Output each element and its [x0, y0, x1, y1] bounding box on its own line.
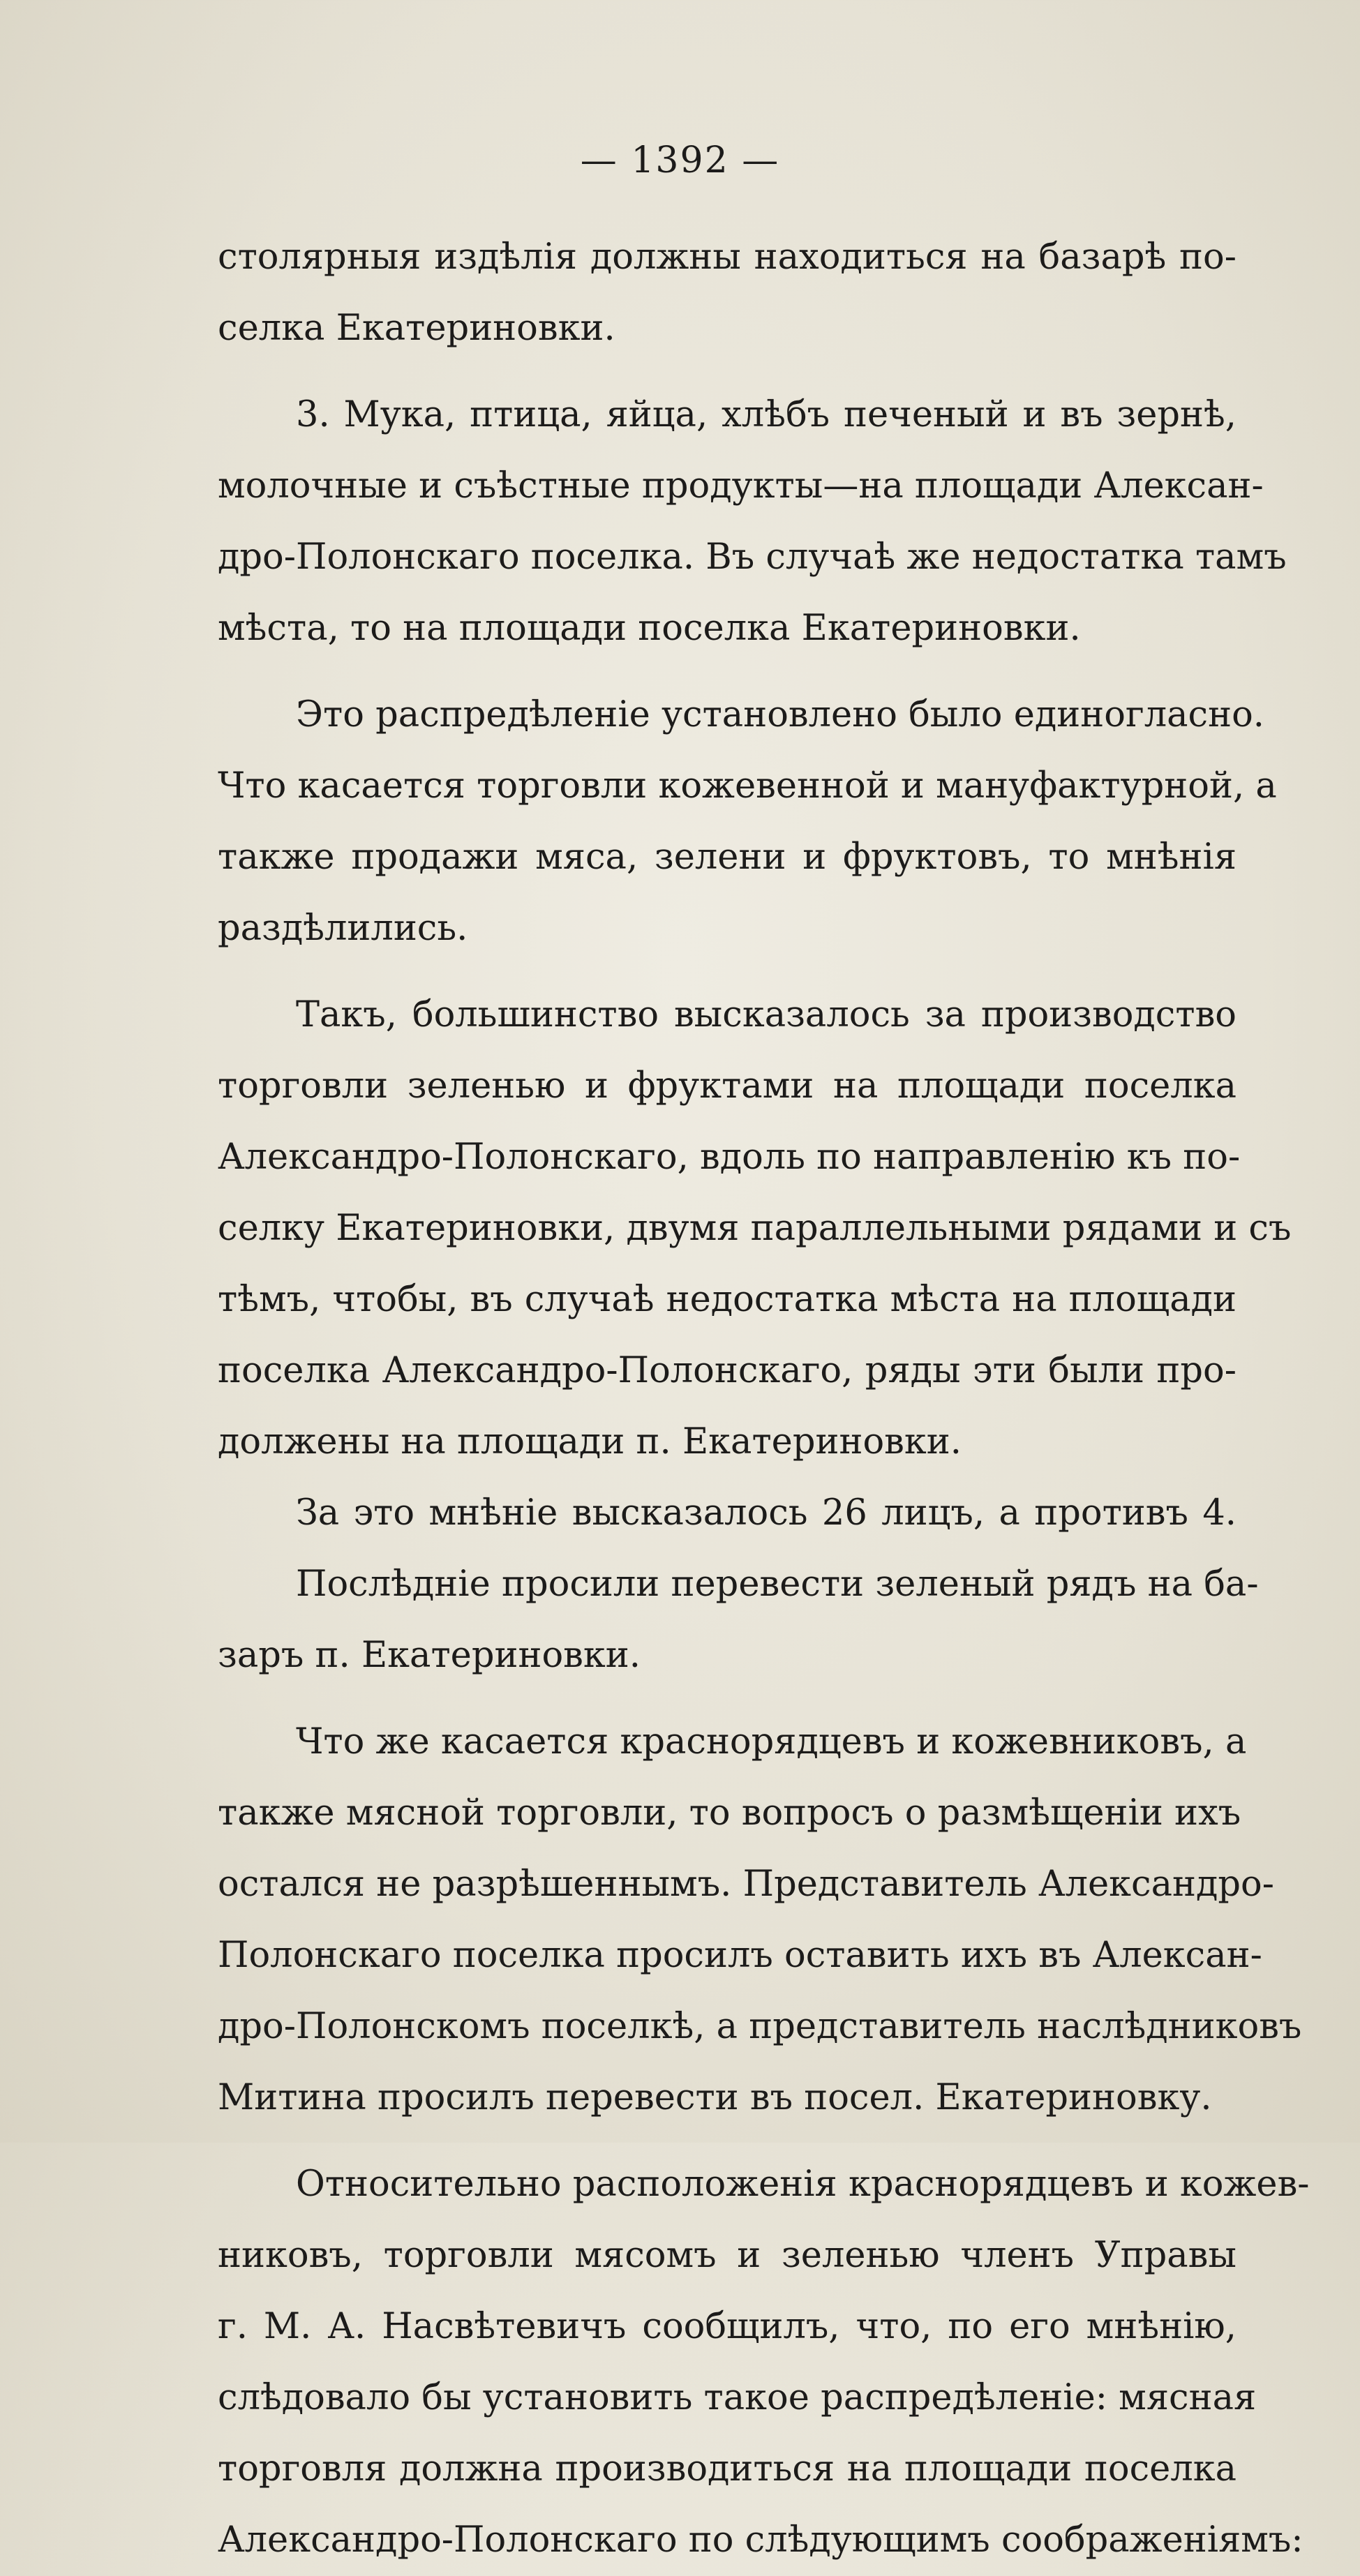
text-line: торговля должна производиться на площади поселка — [218, 2448, 1236, 2489]
text-line: молочные и съѣстные продукты—на площади Алексан- — [218, 465, 1264, 507]
text-line: Александро-Полонскаго по слѣдующимъ соображеніямъ: — [218, 2519, 1303, 2561]
text-line: селка Екатериновки. — [218, 308, 615, 349]
text-line: также продажи мяса, зелени и фруктовъ, то мнѣнія — [218, 837, 1236, 878]
text-line: 3. Мука, птица, яйца, хлѣбъ печеный и въ зернѣ, — [296, 394, 1236, 435]
text-line: Такъ, большинство высказалось за производство — [296, 994, 1236, 1035]
text-line: г. М. А. Насвѣтевичъ сообщилъ, что, по его мнѣнію, — [218, 2306, 1236, 2347]
paragraph-gap — [218, 2134, 1236, 2149]
text-line: должены на площади п. Екатериновки. — [218, 1421, 962, 1462]
text-line: заръ п. Екатериновки. — [218, 1635, 641, 1676]
page-number: — 1392 — — [580, 140, 780, 181]
text-line: остался не разрѣшеннымъ. Представитель Александро- — [218, 1864, 1274, 1905]
text-line: дро-Полонскомъ поселкѣ, а представитель наслѣдниковъ — [218, 2006, 1302, 2047]
paragraph-gap — [218, 964, 1236, 980]
text-line: Что касается торговли кожевенной и мануфактурной, а — [218, 765, 1277, 807]
text-line: дро-Полонскаго поселка. Въ случаѣ же недостатка тамъ — [218, 537, 1287, 578]
text-line: Послѣдніе просили перевести зеленый рядъ на ба- — [296, 1564, 1259, 1605]
text-line: раздѣлились. — [218, 908, 468, 949]
text-line: Это распредѣленіе установлено было единогласно. — [296, 694, 1264, 735]
text-line: торговли зеленью и фруктами на площади поселка — [218, 1065, 1236, 1107]
text-line: Митина просилъ перевести въ посел. Екатериновку. — [218, 2077, 1212, 2118]
paragraph-gap — [218, 364, 1236, 380]
text-line: тѣмъ, чтобы, въ случаѣ недостатка мѣста на площади — [218, 1279, 1236, 1320]
text-line: За это мнѣніе высказалось 26 лицъ, а противъ 4. — [296, 1492, 1236, 1534]
text-line: Полонскаго поселка просилъ оставить ихъ въ Алексан- — [218, 1935, 1262, 1976]
body-text — [218, 222, 1310, 2576]
text-line: столярныя издѣлія должны находиться на базарѣ по- — [218, 237, 1236, 278]
text-line: селку Екатериновки, двумя параллельными рядами и съ — [218, 1208, 1292, 1249]
text-line: Александро-Полонскаго, вдоль по направленію къ по- — [218, 1137, 1241, 1178]
text-line: также мясной торговли, то вопросъ о размѣщеніи ихъ — [218, 1792, 1241, 1834]
text-line: слѣдовало бы установить такое распредѣленіе: мясная — [218, 2377, 1257, 2418]
paragraph-gap — [218, 664, 1236, 680]
text-line: мѣста, то на площади поселка Екатериновки. — [218, 608, 1081, 649]
text-line: Относительно расположенія краснорядцевъ и кожев- — [296, 2164, 1310, 2205]
text-line: никовъ, торговли мясомъ и зеленью членъ Управы — [218, 2235, 1236, 2276]
paragraph-gap — [218, 1691, 1236, 1707]
text-line: Что же касается краснорядцевъ и кожевниковъ, а — [296, 1721, 1247, 1762]
text-line: поселка Александро-Полонскаго, ряды эти были про- — [218, 1350, 1236, 1391]
